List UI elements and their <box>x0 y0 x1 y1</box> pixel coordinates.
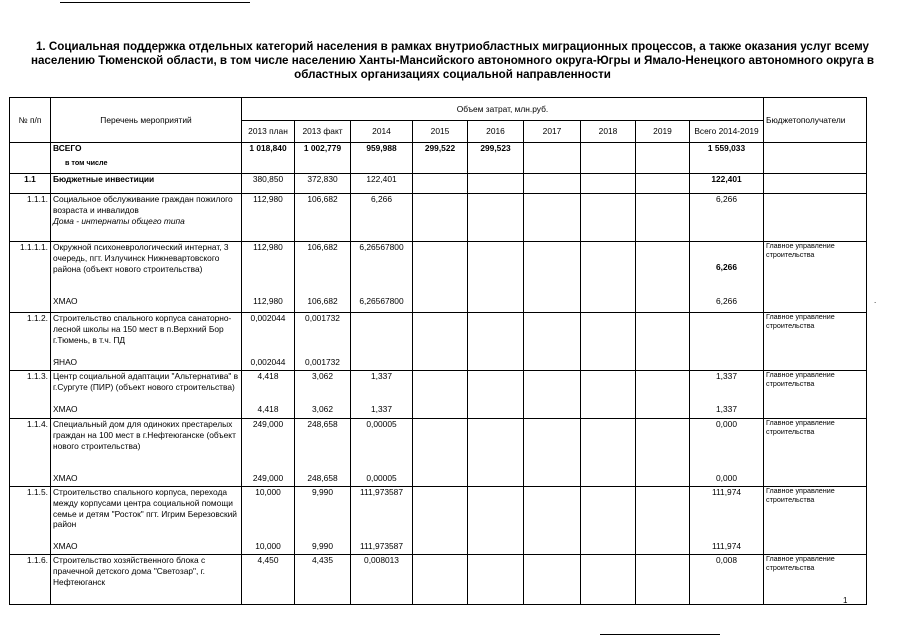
r1111-2014: 6,26567800 <box>359 242 404 252</box>
r116-total: 0,008 <box>690 555 764 605</box>
r114-region-total: 0,000 <box>716 473 737 483</box>
r116-plan: 4,450 <box>242 555 295 605</box>
budget-row <box>10 174 867 194</box>
scan-artifact-top <box>60 2 250 3</box>
r114-fact: 248,658 <box>307 419 338 429</box>
r116-fact: 4,435 <box>295 555 351 605</box>
budget-fact: 372,830 <box>295 174 351 194</box>
header-total: Всего 2014-2019 <box>690 121 764 143</box>
r111-name: Социальное обслуживание граждан пожилого возраста и инвалидов <box>53 194 233 215</box>
r115-region-2014: 111,973587 <box>359 541 403 551</box>
r115-name-cell <box>51 487 242 555</box>
r114-2014-cell <box>351 419 413 487</box>
r114-recipient: Главное управление строительства <box>764 419 867 487</box>
r113-region-total: 1,337 <box>716 404 737 414</box>
r112-region-fact: 0,001732 <box>305 357 340 367</box>
r114-region-fact: 248,658 <box>307 473 338 483</box>
r113-2014: 1,337 <box>371 371 392 381</box>
r1111-total-cell <box>690 242 764 313</box>
r115-region: ХМАО <box>53 541 78 551</box>
r1111-plan: 112,980 <box>253 242 283 252</box>
stray-dot: . <box>874 296 877 305</box>
r112-plan-cell <box>242 313 295 371</box>
header-2018: 2018 <box>581 121 636 143</box>
r1111-plan-cell <box>242 242 295 313</box>
r1111-name-cell <box>51 242 242 313</box>
r114-2014: 0,00005 <box>366 419 397 429</box>
header-2015: 2015 <box>413 121 468 143</box>
total-2014: 959,988 <box>351 143 413 174</box>
r114-fact-cell <box>295 419 351 487</box>
r115-fact: 9,990 <box>312 487 333 497</box>
r1111-2014-cell <box>351 242 413 313</box>
row-1-1-1 <box>10 194 867 242</box>
r1111-total: 6,266 <box>716 262 737 272</box>
total-total: 1 559,033 <box>690 143 764 174</box>
r115-num: 1.1.5. <box>10 487 51 555</box>
r1111-fact-cell <box>295 242 351 313</box>
r116-num: 1.1.6. <box>10 555 51 605</box>
row-1-1-4 <box>10 419 867 487</box>
r114-region-2014: 0,00005 <box>366 473 397 483</box>
budget-name: Бюджетные инвестиции <box>51 174 242 194</box>
r114-region: ХМАО <box>53 473 78 483</box>
document-title: 1. Социальная поддержка отдельных категорий населения в рамках внутриобластных миграционных процессов, а также оказания услуг всему населению Тюменской области, в том числе населению Ханты-Мансийского автономного округа-Югры и Ямало-Ненецкого автономного округа в областных организациях социальной направленности <box>30 40 875 81</box>
r111-sub: Дома - интернаты общего типа <box>53 215 185 226</box>
r1111-fact: 106,682 <box>307 242 338 252</box>
header-volume: Объем затрат, млн.руб. <box>242 98 764 121</box>
row-1-1-3 <box>10 371 867 419</box>
r113-region-fact: 3,062 <box>312 404 333 414</box>
total-fact: 1 002,779 <box>295 143 351 174</box>
r112-recipient: Главное управление строительства <box>764 313 867 371</box>
r116-recipient: Главное управление строительства <box>764 555 867 605</box>
r115-region-fact: 9,990 <box>312 541 333 551</box>
r1111-name: Окружной психоневрологический интернат, 3 очередь, пгт. Излучинск Нижневартовского района (объект нового строительства) <box>53 242 229 274</box>
r113-recipient: Главное управление строительства <box>764 371 867 419</box>
r115-2014: 111,973587 <box>359 487 403 497</box>
r112-name: Строительство спального корпуса санаторно-лесной школы на 150 мест в п.Верхний Бор г.Тюмень, в т.ч. ПД <box>53 313 232 345</box>
row-1-1-5 <box>10 487 867 555</box>
budget-total: 122,401 <box>690 174 764 194</box>
r111-num: 1.1.1. <box>10 194 51 242</box>
r115-recipient: Главное управление строительства <box>764 487 867 555</box>
r113-fact: 3,062 <box>312 371 333 381</box>
r1111-region-total: 6,266 <box>716 296 737 306</box>
r115-total-cell <box>690 487 764 555</box>
budget-2014: 122,401 <box>351 174 413 194</box>
budget-num: 1.1 <box>10 174 51 194</box>
r115-name: Строительство спального корпуса, перехода между корпусами центра социальной помощи семье и детям "Росток" пгт. Игрим Березовский район <box>53 487 237 530</box>
r113-total: 1,337 <box>716 371 737 381</box>
r113-plan-cell <box>242 371 295 419</box>
total-2016: 299,523 <box>468 143 524 174</box>
r114-plan-cell <box>242 419 295 487</box>
r113-plan: 4,418 <box>257 371 279 381</box>
page-number: 1 <box>843 596 848 605</box>
r1111-region-fact: 106,682 <box>307 296 338 306</box>
row-1-1-6 <box>10 555 867 605</box>
r115-fact-cell <box>295 487 351 555</box>
r114-plan: 249,000 <box>252 419 284 429</box>
budget-plan: 380,850 <box>242 174 295 194</box>
r113-total-cell <box>690 371 764 419</box>
header-list: Перечень мероприятий <box>51 98 242 143</box>
r114-name: Специальный дом для одиноких престарелых граждан на 100 мест в г.Нефтеюганске (объект нового строительства) <box>53 419 236 451</box>
r115-2014-cell <box>351 487 413 555</box>
r113-name: Центр социальной адаптации "Альтернатива" в г.Сургуте (ПИР) (объект нового строительства) <box>53 371 239 392</box>
r114-total: 0,000 <box>716 419 737 429</box>
header-2017: 2017 <box>524 121 581 143</box>
total-row <box>10 143 867 174</box>
header-2016: 2016 <box>468 121 524 143</box>
total-sub-label: в том числе <box>65 157 108 167</box>
header-recipients: Бюджетополучатели <box>764 98 867 143</box>
expenses-table <box>9 97 867 605</box>
r1111-region-2014: 6,26567800 <box>359 296 404 306</box>
r116-2014: 0,008013 <box>351 555 413 605</box>
r114-num: 1.1.4. <box>10 419 51 487</box>
r115-total: 111,974 <box>711 487 742 497</box>
header-2013-plan: 2013 план <box>242 121 295 143</box>
r113-fact-cell <box>295 371 351 419</box>
r1111-region-plan: 112,980 <box>253 296 283 306</box>
r111-plan: 112,980 <box>242 194 295 242</box>
r114-total-cell <box>690 419 764 487</box>
r115-plan-cell <box>242 487 295 555</box>
r113-num: 1.1.3. <box>10 371 51 419</box>
header-num: № п/п <box>10 98 51 143</box>
r114-name-cell <box>51 419 242 487</box>
r112-fact: 0,001732 <box>305 313 340 323</box>
r1111-recipient: Главное управление строительства <box>764 242 867 313</box>
r1111-region: ХМАО <box>53 296 78 306</box>
r114-region-plan: 249,000 <box>252 473 284 483</box>
header-2014: 2014 <box>351 121 413 143</box>
r115-region-plan: 10,000 <box>255 541 281 551</box>
total-plan: 1 018,840 <box>242 143 295 174</box>
r111-fact: 106,682 <box>295 194 351 242</box>
scan-artifact-bottom <box>600 634 720 635</box>
r111-name-cell <box>51 194 242 242</box>
r115-plan: 10,000 <box>255 487 281 497</box>
r112-region-plan: 0,002044 <box>250 357 286 367</box>
r115-region-total: 111,974 <box>711 541 742 551</box>
r112-num: 1.1.2. <box>10 313 51 371</box>
r112-name-cell <box>51 313 242 371</box>
r111-total: 6,266 <box>690 194 764 242</box>
row-1-1-1-1 <box>10 242 867 313</box>
total-label-cell <box>51 143 242 174</box>
r113-name-cell <box>51 371 242 419</box>
r112-plan: 0,002044 <box>250 313 286 323</box>
total-label: ВСЕГО <box>53 143 82 153</box>
header-2019: 2019 <box>636 121 690 143</box>
row-1-1-2 <box>10 313 867 371</box>
r113-region: ХМАО <box>53 404 78 414</box>
r111-2014: 6,266 <box>351 194 413 242</box>
r1111-num: 1.1.1.1. <box>10 242 51 313</box>
r113-2014-cell <box>351 371 413 419</box>
r113-region-2014: 1,337 <box>371 404 392 414</box>
r116-name: Строительство хозяйственного блока с прачечной детского дома "Светозар", г. Нефтеюганск <box>51 555 242 605</box>
r112-fact-cell <box>295 313 351 371</box>
header-row-1 <box>10 98 867 121</box>
header-2013-fact: 2013 факт <box>295 121 351 143</box>
total-2015: 299,522 <box>413 143 468 174</box>
r112-region: ЯНАО <box>53 357 78 367</box>
r113-region-plan: 4,418 <box>257 404 279 414</box>
